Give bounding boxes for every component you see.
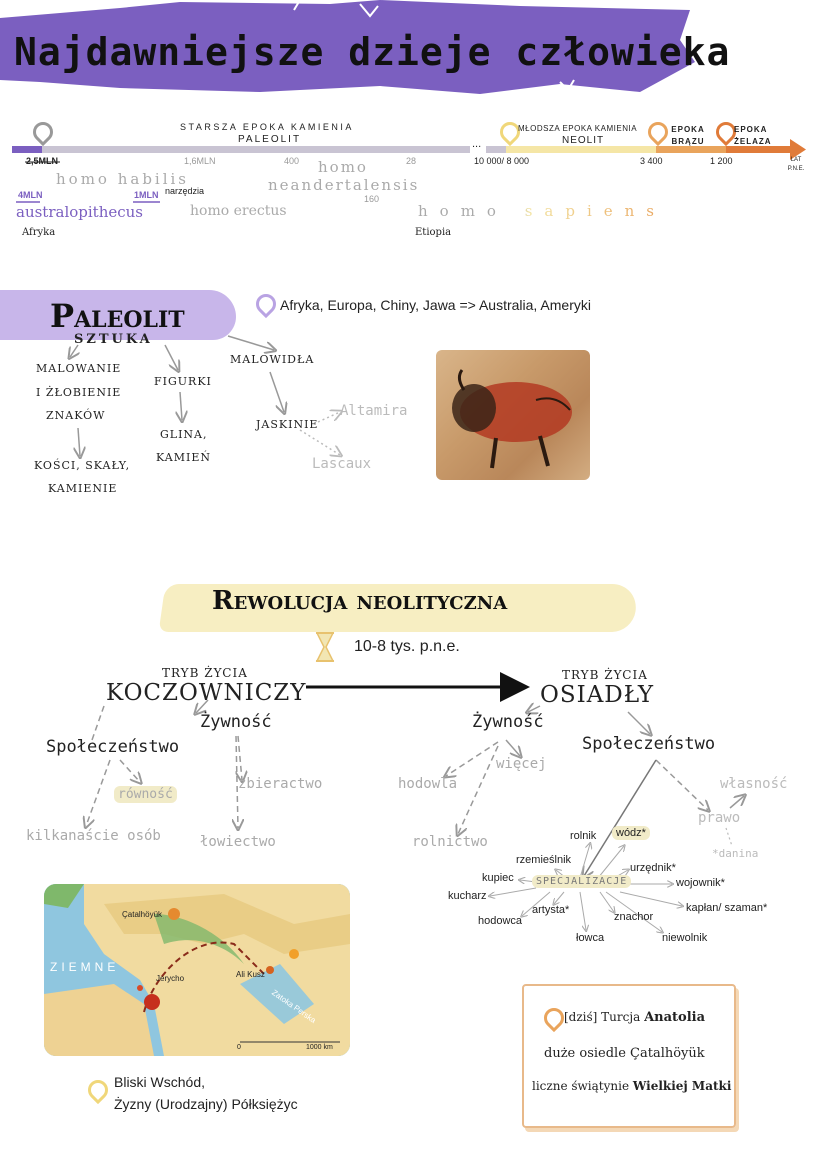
rewolucja-time: 10-8 tys. p.n.e. — [354, 638, 460, 655]
homo-habilis-date: 1MLN — [134, 190, 159, 200]
glina-line1: GLINA, — [160, 428, 208, 441]
neolit-period-label: NEOLIT — [562, 135, 605, 146]
tryb-right: TRYB ŻYCIA — [562, 668, 648, 682]
map-pin-icon — [84, 1076, 112, 1104]
map-jerycho-label: Jerycho — [156, 974, 185, 983]
narzedzia-label: narzędzia — [165, 186, 205, 196]
rewolucja-title: Rewolucja neolityczna — [212, 586, 508, 616]
rolnictwo-label: rolnictwo — [412, 834, 488, 850]
anatolia-line2: duże osiedle Çatalhöyük — [544, 1046, 705, 1061]
tick-1200: 1 200 — [710, 156, 733, 166]
role-kucharz: kucharz — [448, 890, 487, 902]
epoka-brazu-label: EPOKA BRĄZU — [671, 125, 705, 146]
etiopia-label: Etiopia — [415, 227, 452, 238]
role-artysta: artysta* — [532, 904, 570, 916]
map-scale-0: 0 — [237, 1044, 241, 1051]
anatolia-line1-prefix: [dziś] Turcja — [564, 1010, 641, 1024]
role-rzemieslnik: rzemieślnik — [516, 854, 572, 866]
kosci-line2: KAMIENIE — [48, 482, 118, 495]
homo-erectus-label: homo erectus — [190, 203, 287, 219]
map-caption-2: Żyzny (Urodzajny) Półksiężyc — [114, 1096, 298, 1112]
glina-line2: KAMIEŃ — [156, 451, 211, 464]
malowanie-line2: I ŻŁOBIENIE — [36, 386, 122, 399]
role-niewolnik: niewolnik — [662, 932, 708, 944]
prawo-label: prawo — [698, 810, 741, 826]
anatolia-line1 — [564, 1010, 705, 1025]
australopithecus-label: australopithecus — [16, 203, 143, 221]
koczowniczy-label: KOCZOWNICZY — [106, 680, 307, 706]
map-ziemne-label: ZIEMNE — [50, 960, 120, 974]
altamira-label: Altamira — [340, 403, 408, 419]
anatolia-line3 — [532, 1079, 731, 1093]
tick-1-6mln: 1,6MLN — [184, 156, 216, 166]
right-spoleczenstwo: Społeczeństwo — [582, 734, 716, 754]
lascaux-label: Lascaux — [312, 456, 372, 472]
tick-160: 160 — [364, 194, 380, 204]
map-scale-1000: 1000 km — [306, 1044, 333, 1051]
danina-label: *danina — [712, 847, 759, 860]
role-kaplan: kapłan/ szaman* — [686, 902, 768, 914]
fertile-crescent-map — [44, 884, 350, 1056]
neandertalensis-homo-label: homo — [318, 158, 368, 176]
left-zywnosc: Żywność — [200, 712, 272, 732]
role-lowca: łowca — [576, 932, 605, 944]
sztuka-label: SZTUKA — [74, 332, 153, 347]
rownosc-label: równość — [114, 786, 177, 803]
tick-2-5mln: 2,5MLN — [26, 156, 59, 166]
page-title: Najdawniejsze dzieje człowieka — [14, 30, 731, 74]
paleolit-period-label: PALEOLIT — [238, 134, 302, 145]
anatolia-line3-prefix: liczne świątynie — [532, 1079, 630, 1093]
jaskinie-label: JASKINIE — [256, 418, 319, 431]
hodowla-label: hodowla — [398, 776, 458, 792]
wiecej-label: więcej — [496, 756, 547, 772]
tick-28: 28 — [406, 156, 417, 166]
homo-sapiens-text: homo sapiens — [418, 202, 666, 220]
role-znachor: znachor — [614, 911, 654, 923]
malowanie-line1: MALOWANIE — [36, 362, 122, 375]
role-rolnik: rolnik — [570, 830, 597, 842]
zbieractwo-label: zbieractwo — [238, 776, 323, 792]
timeline-dots: ... — [472, 138, 482, 150]
map-zatoka-label: Zatoka Perska — [270, 988, 318, 1025]
kosci-line1: KOŚCI, SKAŁY, — [34, 459, 131, 472]
anatolia-line3-bold: Wielkiej Matki — [632, 1079, 732, 1093]
tick-3400: 3 400 — [640, 156, 663, 166]
epoka-zelaza-label: EPOKA ŻELAZA — [734, 125, 772, 146]
anatolia-line1-bold: Anatolia — [644, 1010, 706, 1025]
tick-400: 400 — [284, 156, 300, 166]
tryb-left: TRYB ŻYCIA — [162, 666, 248, 680]
role-wodz: wódz* — [612, 826, 650, 840]
wlasnosc-label: własność — [720, 776, 788, 792]
lowiectwo-label: łowiectwo — [200, 834, 276, 850]
figurki-label: FIGURKI — [154, 375, 212, 388]
map-caption-1: Bliski Wschód, — [114, 1074, 206, 1090]
paleolit-title: Paleolit — [50, 297, 185, 335]
lat-pne-label: LAT P.N.E. — [787, 157, 805, 172]
osiadly-label: OSIADŁY — [540, 682, 655, 708]
map-catalhoyuk-label: Çatalhöyük — [122, 910, 163, 919]
left-spoleczenstwo: Społeczeństwo — [46, 737, 180, 757]
homo-habilis-label: homo habilis — [56, 170, 190, 188]
tick-10000: 10 000/ 8 000 — [474, 156, 530, 166]
malowanie-line3: ZNAKÓW — [46, 409, 106, 422]
malowidla-label: MALOWIDŁA — [230, 353, 315, 366]
role-hodowca: hodowca — [478, 915, 523, 927]
kilkanascie-label: kilkanaście osób — [26, 828, 161, 844]
starsza-epoka-label: STARSZA EPOKA KAMIENIA — [180, 122, 354, 132]
specjalizacje-label: SPECJALIZACJE — [532, 875, 631, 888]
afryka-label: Afryka — [22, 227, 56, 238]
role-wojownik: wojownik* — [676, 877, 725, 889]
right-zywnosc: Żywność — [472, 712, 544, 732]
neandertalensis-label: neandertalensis — [268, 176, 420, 194]
mlodsza-epoka-label: MŁODSZA EPOKA KAMIENIA — [518, 124, 638, 133]
australopithecus-date: 4MLN — [18, 190, 43, 200]
map-ali-kusz-label: Ali Kusz — [236, 970, 265, 979]
role-kupiec: kupiec — [482, 872, 514, 884]
paleolit-location: Afryka, Europa, Chiny, Jawa => Australia, Ameryki — [280, 297, 591, 313]
role-urzednik: urzędnik* — [630, 862, 676, 874]
